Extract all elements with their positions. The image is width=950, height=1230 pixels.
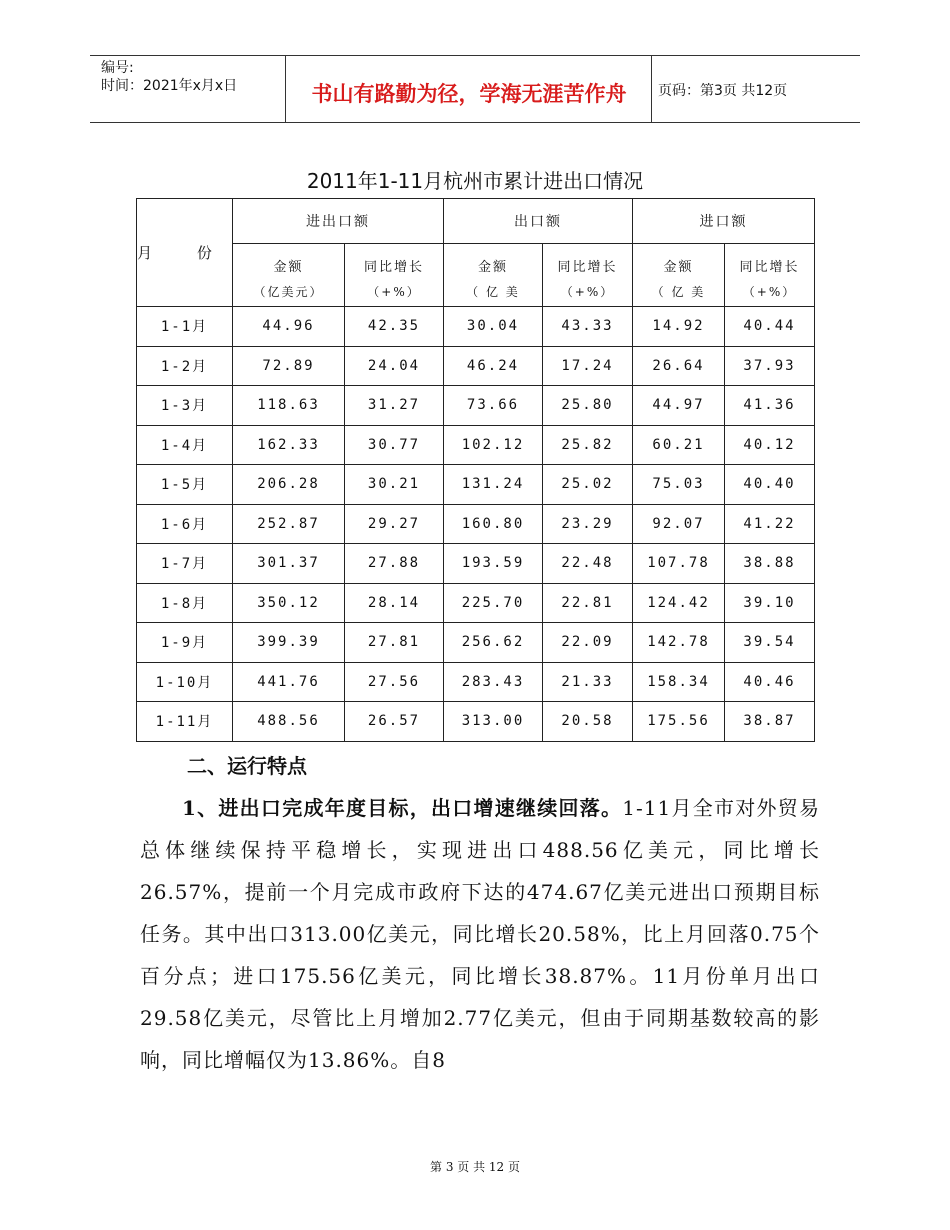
header-divider-left: [285, 55, 286, 122]
row-month: 1-8月: [137, 583, 233, 623]
table-row: [137, 307, 815, 347]
row-value: 60.21: [633, 425, 725, 465]
row-value: 225.70: [444, 583, 543, 623]
row-value: 41.36: [725, 386, 815, 426]
row-month: 1-3月: [137, 386, 233, 426]
row-value: 118.63: [233, 386, 345, 426]
row-value: 24.04: [345, 346, 444, 386]
row-value: 256.62: [444, 623, 543, 663]
sub-header-bottom: （+%）: [560, 285, 615, 299]
row-value: 41.22: [725, 504, 815, 544]
header-code-label: 编号:: [101, 60, 134, 76]
row-value: 124.42: [633, 583, 725, 623]
row-value: 23.29: [543, 504, 633, 544]
row-value: 31.27: [345, 386, 444, 426]
sub-header: [725, 244, 815, 307]
sub-header-bottom: （ 亿 美: [466, 285, 520, 299]
group-header-import: 进口额: [633, 199, 815, 244]
trade-table: [136, 198, 815, 742]
group-header-total: 进出口额: [233, 199, 444, 244]
row-month: 1-5月: [137, 465, 233, 505]
row-value: 29.27: [345, 504, 444, 544]
header-bottom-rule: [90, 122, 860, 123]
row-value: 30.21: [345, 465, 444, 505]
row-value: 72.89: [233, 346, 345, 386]
row-value: 22.81: [543, 583, 633, 623]
row-month: 1-10月: [137, 662, 233, 702]
row-value: 26.64: [633, 346, 725, 386]
row-value: 313.00: [444, 702, 543, 742]
row-value: 142.78: [633, 623, 725, 663]
row-value: 43.33: [543, 307, 633, 347]
row-value: 107.78: [633, 544, 725, 584]
row-value: 22.48: [543, 544, 633, 584]
sub-header: [444, 244, 543, 307]
sub-header-top: 金额: [477, 260, 508, 275]
page-footer: 第 3 页 共 12 页: [430, 1160, 520, 1174]
row-value: 40.12: [725, 425, 815, 465]
row-value: 39.10: [725, 583, 815, 623]
sub-header-top: 金额: [663, 260, 694, 275]
row-value: 193.59: [444, 544, 543, 584]
row-month: 1-11月: [137, 702, 233, 742]
sub-header-top: 同比增长: [557, 260, 618, 275]
row-value: 92.07: [633, 504, 725, 544]
row-value: 488.56: [233, 702, 345, 742]
header-row-subs: [137, 244, 815, 307]
month-header: 月 份: [137, 244, 232, 262]
row-month: 1-7月: [137, 544, 233, 584]
paragraph-lead: 1、进出口完成年度目标，出口增速继续回落。: [182, 796, 623, 820]
header-row-groups: [137, 199, 815, 244]
row-value: 22.09: [543, 623, 633, 663]
row-value: 160.80: [444, 504, 543, 544]
row-value: 39.54: [725, 623, 815, 663]
sub-header: [345, 244, 444, 307]
table-row: [137, 386, 815, 426]
header-time-label: 时间：2021年x月x日: [101, 78, 238, 94]
month-header-cell: [137, 199, 233, 307]
row-month: 1-2月: [137, 346, 233, 386]
row-month: 1-9月: [137, 623, 233, 663]
table-row: [137, 544, 815, 584]
row-value: 102.12: [444, 425, 543, 465]
table-row: [137, 504, 815, 544]
header-top-rule: [90, 55, 860, 56]
row-value: 44.96: [233, 307, 345, 347]
row-value: 30.04: [444, 307, 543, 347]
paragraph-body: 1-11月全市对外贸易总体继续保持平稳增长，实现进出口488.56亿美元，同比增长26.57%，提前一个月完成市政府下达的474.67亿美元进出口预期目标任务。其中出口313.00亿美元，同比增长20.58%，比上月回落0.75个百分点；进口175.56亿美元，同比增长38.87%。11月份单月出口29.58亿美元，尽管比上月增加2.77亿美元，但由于同期基数较高的影响，同比增幅仅为13.86%。自8: [140, 796, 820, 1072]
sub-header-top: 金额: [273, 260, 304, 275]
section-heading: 二、运行特点: [187, 754, 307, 778]
table-row: [137, 583, 815, 623]
row-value: 21.33: [543, 662, 633, 702]
row-value: 40.46: [725, 662, 815, 702]
row-month: 1-4月: [137, 425, 233, 465]
row-value: 206.28: [233, 465, 345, 505]
row-month: 1-1月: [137, 307, 233, 347]
sub-header-bottom: （+%）: [367, 285, 421, 299]
sub-header-top: 同比增长: [363, 260, 424, 275]
body-paragraph: [140, 787, 820, 1081]
row-value: 14.92: [633, 307, 725, 347]
row-value: 175.56: [633, 702, 725, 742]
row-value: 158.34: [633, 662, 725, 702]
header-meta: [101, 59, 237, 95]
row-value: 399.39: [233, 623, 345, 663]
row-value: 75.03: [633, 465, 725, 505]
sub-header-top: 同比增长: [739, 260, 800, 275]
row-value: 37.93: [725, 346, 815, 386]
row-value: 46.24: [444, 346, 543, 386]
row-value: 25.80: [543, 386, 633, 426]
table-row: [137, 662, 815, 702]
row-value: 131.24: [444, 465, 543, 505]
row-month: 1-6月: [137, 504, 233, 544]
table-row: [137, 425, 815, 465]
sub-header-bottom: （+%）: [742, 285, 797, 299]
row-value: 28.14: [345, 583, 444, 623]
row-value: 283.43: [444, 662, 543, 702]
row-value: 26.57: [345, 702, 444, 742]
row-value: 40.44: [725, 307, 815, 347]
table-row: [137, 465, 815, 505]
row-value: 73.66: [444, 386, 543, 426]
group-header-export: 出口额: [444, 199, 633, 244]
row-value: 42.35: [345, 307, 444, 347]
row-value: 350.12: [233, 583, 345, 623]
sub-header: [233, 244, 345, 307]
sub-header: [633, 244, 725, 307]
row-value: 162.33: [233, 425, 345, 465]
row-value: 27.88: [345, 544, 444, 584]
row-value: 27.81: [345, 623, 444, 663]
row-value: 44.97: [633, 386, 725, 426]
sub-header-bottom: （ 亿 美: [651, 285, 706, 299]
row-value: 25.02: [543, 465, 633, 505]
row-value: 17.24: [543, 346, 633, 386]
header-divider-right: [651, 55, 652, 122]
row-value: 441.76: [233, 662, 345, 702]
header-motto: 书山有路勤为径，学海无涯苦作舟: [311, 82, 627, 106]
row-value: 301.37: [233, 544, 345, 584]
row-value: 252.87: [233, 504, 345, 544]
row-value: 38.87: [725, 702, 815, 742]
sub-header-bottom: （亿美元）: [253, 285, 324, 299]
row-value: 25.82: [543, 425, 633, 465]
header-page-label: 页码：第3页 共12页: [658, 83, 788, 99]
table-title: 2011年1-11月杭州市累计进出口情况: [306, 169, 644, 193]
row-value: 20.58: [543, 702, 633, 742]
row-value: 27.56: [345, 662, 444, 702]
sub-header: [543, 244, 633, 307]
row-value: 38.88: [725, 544, 815, 584]
table-row: [137, 702, 815, 742]
row-value: 40.40: [725, 465, 815, 505]
table-row: [137, 623, 815, 663]
row-value: 30.77: [345, 425, 444, 465]
table-row: [137, 346, 815, 386]
